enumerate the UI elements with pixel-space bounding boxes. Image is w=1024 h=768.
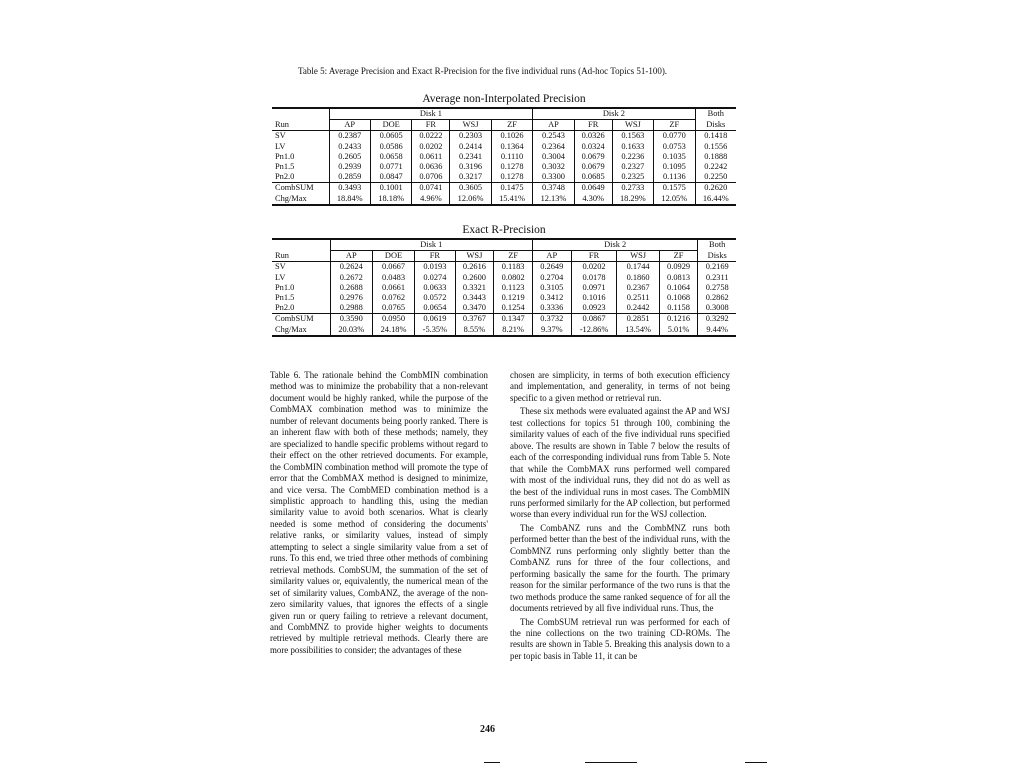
table-cell: 0.0202 (571, 262, 617, 273)
col-header: AP (330, 251, 372, 262)
table-cell: 0.0654 (415, 303, 455, 314)
table-cell: 0.1123 (494, 283, 533, 293)
r-precision-title: Exact R-Precision (462, 224, 546, 236)
table-cell: 0.1026 (491, 131, 532, 142)
row-label: Pn1.0 (275, 282, 295, 292)
table-cell: 0.0685 (574, 172, 612, 183)
table-cell: 0.0802 (494, 273, 533, 283)
table-cell: 0.2620 (695, 183, 736, 194)
table-row (272, 152, 736, 162)
row-label: Pn2.0 (275, 172, 295, 182)
paragraph: chosen are simplicity, in terms of both execution efficiency and implementation, and generality, in terms of not being specific to a given method or retrieval run. (510, 370, 730, 403)
table-cell: 0.3470 (455, 303, 494, 314)
row-label: Pn1.5 (275, 162, 295, 172)
table-row (272, 283, 736, 293)
table-cell: 24.18% (372, 325, 414, 336)
table-cell: 0.0923 (571, 303, 617, 314)
col-header: ZF (494, 251, 533, 262)
table-cell: 0.1744 (617, 262, 659, 273)
table-cell: 0.3321 (455, 283, 494, 293)
table-cell: 0.1216 (659, 314, 698, 325)
table-cell: 0.0679 (574, 162, 612, 172)
table-cell: 0.2433 (329, 142, 370, 152)
paragraph: The CombANZ runs and the CombMNZ runs both performed better than the best of the individual runs, with the CombMNZ runs performing only slightly better than the CombANZ runs for three of the four collections, and performing basically the same for the fourth. The primary reason for the similar performance of the two runs is that the two methods produce the same ranked sequence of for all the documents retrieved by all five individual runs. Thus, the (510, 522, 730, 614)
table-cell: 0.0572 (415, 293, 455, 303)
table-cell: 0.0483 (372, 273, 414, 283)
run-header-spacer (272, 239, 330, 251)
paragraph: Table 6. The rationale behind the CombMIN combination method was to minimize the probability that a non-relevant document would be highly ranked, while the purpose of the CombMAX combination method was to minimize the number of relevant documents being poorly ranked. There is an inherent flaw with both of these methods; namely, they are specialized to handle specific problems without regard to their effect on the other retrieved documents. For example, the CombMIN combination method will promote the type of error that the CombMAX method is designed to minimize, and vice versa. The CombMED combination method is a simplistic approach to handling this, using the median similarity value to avoid both scenarios. What is clearly needed is some method of considering the documents' relative ranks, or similarity values, instead of simply attempting to select a single similarity value from a set of runs. To this end, we tried three other methods of combining retrieval methods. CombSUM, the summation of the set of similarity values or, equivalently, the numerical mean of the set of similarity values, CombANZ, the average of the non-zero similarity values, that ignores the effects of a single given run or query failing to retrieve a relevant document, and CombMNZ to provide higher weights to documents retrieved by multiple retrieval methods. Clearly there are more possibilities to consider; the advantages of these (270, 370, 488, 655)
table-cell: 0.0202 (412, 142, 450, 152)
table-cell: 0.1633 (612, 142, 653, 152)
page-number: 246 (480, 724, 495, 735)
table-cell: 0.3300 (533, 172, 574, 183)
run-header: Run (272, 251, 330, 262)
table-cell: 0.1183 (494, 262, 533, 273)
table-cell: 0.0867 (571, 314, 617, 325)
row-label: SV (275, 262, 286, 272)
col-header: FR (574, 120, 612, 131)
table-cell: 0.0586 (370, 142, 411, 152)
table-cell: 0.0222 (412, 131, 450, 142)
table-cell: 0.3004 (533, 152, 574, 162)
footer-rule (484, 762, 500, 763)
avg-precision-body (272, 131, 736, 205)
table-cell: 0.2303 (450, 131, 491, 142)
table-row (272, 183, 736, 194)
table-cell: 0.1278 (491, 162, 532, 172)
table-cell: 0.2851 (617, 314, 659, 325)
table-cell: 0.1254 (494, 303, 533, 314)
paragraph: The CombSUM retrieval run was performed for each of the nine collections on the two training CD-ROMs. The results are shown in Table 5. Breaking this analysis down to a per topic basis in Table 11, it can be (510, 616, 730, 661)
avg-precision-table (272, 107, 736, 206)
table-cell: 0.2364 (533, 142, 574, 152)
table-cell: 0.0636 (412, 162, 450, 172)
table-cell: 0.0619 (415, 314, 455, 325)
table-row (272, 262, 736, 273)
table-cell: 0.0847 (370, 172, 411, 183)
table-cell: 0.3105 (532, 283, 571, 293)
col-header: FR (415, 251, 455, 262)
both-subheader: Disks (695, 120, 736, 131)
table-cell: 0.0950 (372, 314, 414, 325)
col-header: FR (571, 251, 617, 262)
table-cell: 0.2442 (617, 303, 659, 314)
row-label: LV (275, 272, 286, 282)
col-header: WSJ (450, 120, 491, 131)
table-cell: 0.0753 (654, 142, 695, 152)
table-cell: 0.2733 (612, 183, 653, 194)
table-cell: 0.3605 (450, 183, 491, 194)
table-row (272, 131, 736, 142)
table-row (272, 172, 736, 183)
table-cell: 0.0611 (412, 152, 450, 162)
both-header: Both (695, 108, 736, 120)
table-cell: 0.1219 (494, 293, 533, 303)
table-cell: 0.2367 (617, 283, 659, 293)
table-row (272, 273, 736, 283)
left-text-column (270, 370, 488, 658)
table-row (272, 162, 736, 172)
table-cell: 0.1556 (695, 142, 736, 152)
row-label: Pn1.0 (275, 151, 295, 161)
table-cell: 18.84% (329, 194, 370, 205)
table-row (272, 314, 736, 325)
table-cell: 0.3732 (532, 314, 571, 325)
row-label: Chg/Max (272, 194, 329, 205)
table-cell: 0.1110 (491, 152, 532, 162)
table-cell: 18.18% (370, 194, 411, 205)
run-header: Run (272, 120, 329, 131)
table-cell: 0.1016 (571, 293, 617, 303)
table-cell: 9.44% (698, 325, 736, 336)
table-cell: 0.0762 (372, 293, 414, 303)
table-cell: 0.0679 (574, 152, 612, 162)
table-cell: 0.3590 (330, 314, 372, 325)
r-precision-body (272, 262, 736, 336)
col-header: WSJ (617, 251, 659, 262)
both-subheader: Disks (698, 251, 736, 262)
both-header: Both (698, 239, 736, 251)
table-cell: 0.2250 (695, 172, 736, 183)
table-cell: 0.3336 (532, 303, 571, 314)
table-cell: 0.0771 (370, 162, 411, 172)
table-cell: 0.2704 (532, 273, 571, 283)
table-cell: 0.0649 (574, 183, 612, 194)
table-cell: 0.3748 (533, 183, 574, 194)
row-label: CombSUM (272, 183, 329, 194)
table-cell: 0.2236 (612, 152, 653, 162)
table-cell: 4.96% (412, 194, 450, 205)
table-cell: 0.3767 (455, 314, 494, 325)
disk2-header: Disk 2 (533, 108, 695, 120)
table-cell: 0.2758 (698, 283, 736, 293)
table-cell: 16.44% (695, 194, 736, 205)
row-label: LV (275, 141, 286, 151)
table-cell: 0.2242 (695, 162, 736, 172)
table-cell: 0.3292 (698, 314, 736, 325)
table-cell: 0.2624 (330, 262, 372, 273)
table-row (272, 325, 736, 336)
row-label: CombSUM (272, 314, 330, 325)
r-precision-table-block (272, 224, 736, 337)
col-header: DOE (370, 120, 411, 131)
table-cell: 0.1347 (494, 314, 533, 325)
table-cell: 0.1475 (491, 183, 532, 194)
table-cell: 0.1001 (370, 183, 411, 194)
table-cell: 0.2600 (455, 273, 494, 283)
col-header: WSJ (455, 251, 494, 262)
table-cell: 0.0326 (574, 131, 612, 142)
table-cell: 0.2939 (329, 162, 370, 172)
table-cell: 0.2605 (329, 152, 370, 162)
table-cell: 9.37% (532, 325, 571, 336)
table-cell: 0.1563 (612, 131, 653, 142)
table-cell: 8.21% (494, 325, 533, 336)
table-row (272, 142, 736, 152)
table-cell: 0.2341 (450, 152, 491, 162)
row-label: Pn1.5 (275, 293, 295, 303)
table-cell: 0.2169 (698, 262, 736, 273)
col-header: DOE (372, 251, 414, 262)
table-cell: 0.1418 (695, 131, 736, 142)
r-precision-table (272, 238, 736, 337)
table-cell: 0.3217 (450, 172, 491, 183)
table-cell: 0.0658 (370, 152, 411, 162)
table-cell: -5.35% (415, 325, 455, 336)
row-label: Pn2.0 (275, 303, 295, 313)
table-cell: 0.0193 (415, 262, 455, 273)
col-header: ZF (491, 120, 532, 131)
col-header: AP (533, 120, 574, 131)
table-cell: 0.1158 (659, 303, 698, 314)
col-header: FR (412, 120, 450, 131)
table-cell: 0.0661 (372, 283, 414, 293)
table-row (272, 293, 736, 303)
table-cell: 0.0324 (574, 142, 612, 152)
table-cell: 0.2387 (329, 131, 370, 142)
table-cell: 0.2988 (330, 303, 372, 314)
table-cell: 0.0741 (412, 183, 450, 194)
col-header: WSJ (612, 120, 653, 131)
table-cell: 15.41% (491, 194, 532, 205)
table-cell: 0.2859 (329, 172, 370, 183)
table-cell: 0.2325 (612, 172, 653, 183)
table-cell: 0.3493 (329, 183, 370, 194)
paragraph: These six methods were evaluated against the AP and WSJ test collections for topics 51 through 100, combining the similarity values of each of the five individual runs specified above. The results are shown in Table 7 below the results of each of the corresponding individual runs from Table 5. Note that while the CombMAX runs performed well compared with most of the individual runs, they did not do as well as the best of the individual runs in most cases. The CombMIN runs performed similarly for the AP collection, but performed worse than every individual run for the WSJ collection. (510, 406, 730, 520)
table-cell: 0.1278 (491, 172, 532, 183)
table-cell: 0.0274 (415, 273, 455, 283)
table-cell: 0.0765 (372, 303, 414, 314)
footer-rule (585, 762, 637, 763)
table-cell: 0.1064 (659, 283, 698, 293)
table-cell: 0.1095 (654, 162, 695, 172)
table-cell: 0.0813 (659, 273, 698, 283)
footer-rule (745, 762, 767, 763)
col-header: AP (329, 120, 370, 131)
table-cell: 4.30% (574, 194, 612, 205)
disk2-header: Disk 2 (532, 239, 697, 251)
table-cell: 12.05% (654, 194, 695, 205)
table-cell: 12.13% (533, 194, 574, 205)
table-caption: Table 5: Average Precision and Exact R-Precision for the five individual runs (Ad-hoc Topics 51-100). (298, 66, 668, 76)
table-cell: 0.2862 (698, 293, 736, 303)
row-label: Chg/Max (272, 325, 330, 336)
table-cell: 0.2543 (533, 131, 574, 142)
table-cell: 0.3008 (698, 303, 736, 314)
table-cell: 0.0605 (370, 131, 411, 142)
table-cell: 0.2311 (698, 273, 736, 283)
table-cell: 12.06% (450, 194, 491, 205)
table-cell: 0.0770 (654, 131, 695, 142)
table-cell: 13.54% (617, 325, 659, 336)
table-cell: 0.1136 (654, 172, 695, 183)
table-cell: 0.0706 (412, 172, 450, 183)
table-cell: -12.86% (571, 325, 617, 336)
table-cell: 0.1575 (654, 183, 695, 194)
table-cell: 0.0929 (659, 262, 698, 273)
table-cell: 0.3443 (455, 293, 494, 303)
table-cell: 0.2414 (450, 142, 491, 152)
table-cell: 0.2616 (455, 262, 494, 273)
table-cell: 0.3196 (450, 162, 491, 172)
table-row (272, 303, 736, 314)
table-cell: 8.55% (455, 325, 494, 336)
table-cell: 0.0971 (571, 283, 617, 293)
table-cell: 18.29% (612, 194, 653, 205)
table-cell: 0.0667 (372, 262, 414, 273)
col-header: AP (532, 251, 571, 262)
table-cell: 0.2649 (532, 262, 571, 273)
table-cell: 0.0633 (415, 283, 455, 293)
avg-precision-title: Average non-Interpolated Precision (422, 93, 586, 105)
table-cell: 0.2688 (330, 283, 372, 293)
disk1-header: Disk 1 (329, 108, 533, 120)
table-cell: 20.03% (330, 325, 372, 336)
table-cell: 0.1888 (695, 152, 736, 162)
table-cell: 0.1860 (617, 273, 659, 283)
run-header-spacer (272, 108, 329, 120)
table-cell: 0.2976 (330, 293, 372, 303)
disk1-header: Disk 1 (330, 239, 532, 251)
col-header: ZF (659, 251, 698, 262)
table-cell: 0.1035 (654, 152, 695, 162)
avg-precision-table-block (272, 93, 736, 206)
table-cell: 0.2672 (330, 273, 372, 283)
table-cell: 0.3412 (532, 293, 571, 303)
table-cell: 0.2511 (617, 293, 659, 303)
col-header: ZF (654, 120, 695, 131)
table-cell: 5.01% (659, 325, 698, 336)
right-text-column (510, 370, 730, 664)
table-cell: 0.2327 (612, 162, 653, 172)
row-label: SV (275, 131, 286, 141)
table-row (272, 194, 736, 205)
table-cell: 0.3032 (533, 162, 574, 172)
table-cell: 0.1068 (659, 293, 698, 303)
table-cell: 0.1364 (491, 142, 532, 152)
table-cell: 0.0178 (571, 273, 617, 283)
